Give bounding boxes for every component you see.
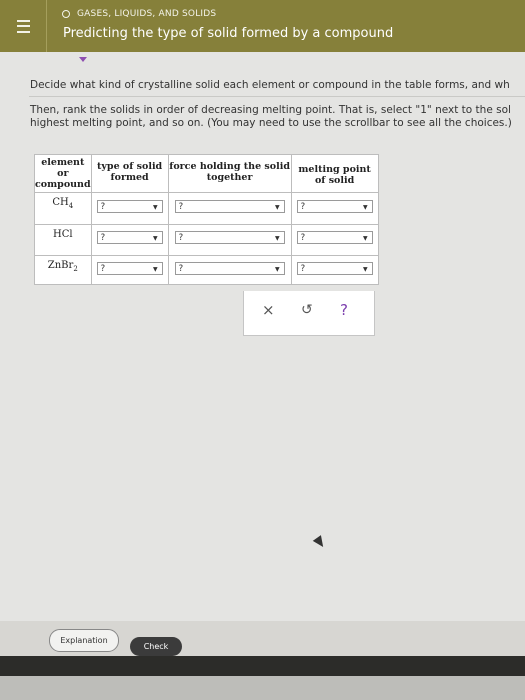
mp-cell — [291, 256, 378, 285]
force-select-value: ? — [178, 263, 184, 274]
type-select-value: ? — [100, 232, 106, 243]
collapse-chevron-icon[interactable] — [79, 57, 87, 62]
header-bar — [0, 0, 525, 52]
melting-point-select[interactable] — [297, 262, 373, 275]
dropdown-arrow-icon: ▼ — [362, 204, 368, 211]
instruction-divider — [29, 96, 525, 97]
mp-select-value: ? — [300, 232, 306, 243]
type-select[interactable] — [97, 231, 163, 244]
formula-cell — [35, 193, 92, 225]
mp-cell — [291, 225, 378, 256]
mp-select-value: ? — [300, 263, 306, 274]
table-row — [35, 225, 379, 256]
mp-select-value: ? — [300, 201, 306, 212]
instruction-line-2: Then, rank the solids in order of decreasing melting point. That is, select "1" next to the sol — [30, 104, 511, 116]
dropdown-arrow-icon: ▼ — [152, 266, 158, 273]
hamburger-icon — [17, 20, 30, 33]
header-force-line-2: together — [206, 172, 253, 183]
header-type-line-2: formed — [110, 172, 149, 183]
type-cell — [91, 225, 168, 256]
menu-button[interactable] — [0, 0, 47, 52]
force-select-value: ? — [178, 201, 184, 212]
type-cell — [91, 193, 168, 225]
type-select[interactable] — [97, 262, 163, 275]
formula-cell — [35, 256, 92, 285]
dropdown-arrow-icon: ▼ — [274, 235, 280, 242]
force-cell — [168, 256, 291, 285]
answer-actions-panel — [243, 291, 375, 336]
footer-strip — [0, 656, 525, 676]
force-select-value: ? — [178, 232, 184, 243]
dropdown-arrow-icon: ▼ — [274, 266, 280, 273]
header-type — [91, 155, 168, 193]
table-row — [35, 193, 379, 225]
dropdown-arrow-icon: ▼ — [152, 204, 158, 211]
header-compound-line-3: compound — [35, 179, 91, 190]
force-cell — [168, 193, 291, 225]
header-mp-line-1: melting point — [298, 164, 371, 175]
force-select[interactable] — [175, 262, 285, 275]
formula-text: $CH_4$ — [52, 197, 74, 210]
mouse-cursor-icon — [313, 535, 328, 550]
topic-breadcrumb — [62, 9, 216, 19]
header-mp-line-2: of solid — [314, 175, 355, 186]
force-cell — [168, 225, 291, 256]
page-title: Predicting the type of solid formed by a compound — [63, 26, 394, 41]
answer-table — [34, 154, 379, 285]
force-select[interactable] — [175, 200, 285, 213]
type-select[interactable] — [97, 200, 163, 213]
header-compound — [35, 155, 92, 193]
type-cell — [91, 256, 168, 285]
footer-base — [0, 676, 525, 700]
type-select-value: ? — [100, 263, 106, 274]
dropdown-arrow-icon: ▼ — [362, 235, 368, 242]
melting-point-select[interactable] — [297, 200, 373, 213]
formula-cell — [35, 225, 92, 256]
topic-circle-icon — [62, 10, 70, 18]
header-compound-line-2: or — [57, 168, 69, 179]
undo-icon[interactable]: ↺ — [301, 302, 313, 318]
topic-label: GASES, LIQUIDS, AND SOLIDS — [77, 9, 217, 19]
header-force — [168, 155, 291, 193]
melting-point-select[interactable] — [297, 231, 373, 244]
header-type-line-1: type of solid — [97, 161, 163, 172]
help-icon[interactable]: ? — [340, 301, 348, 319]
instruction-line-3: highest melting point, and so on. (You may need to use the scrollbar to see all the choices.) — [30, 117, 512, 129]
force-select[interactable] — [175, 231, 285, 244]
table-row — [35, 256, 379, 285]
header-compound-line-1: element — [41, 157, 85, 168]
formula-text: ZnBr$_2$ — [47, 260, 78, 273]
header-force-line-1: force holding the solid — [169, 161, 290, 172]
dropdown-arrow-icon: ▼ — [274, 204, 280, 211]
header-melting-point — [291, 155, 378, 193]
explanation-button[interactable]: Explanation — [49, 629, 119, 652]
formula-text: HCl — [53, 229, 73, 240]
clear-icon[interactable]: × — [262, 301, 275, 319]
type-select-value: ? — [100, 201, 106, 212]
mp-cell — [291, 193, 378, 225]
dropdown-arrow-icon: ▼ — [152, 235, 158, 242]
dropdown-arrow-icon: ▼ — [362, 266, 368, 273]
check-button[interactable]: Check — [130, 637, 182, 656]
instruction-line-1: Decide what kind of crystalline solid each element or compound in the table forms, and wh — [30, 79, 510, 91]
